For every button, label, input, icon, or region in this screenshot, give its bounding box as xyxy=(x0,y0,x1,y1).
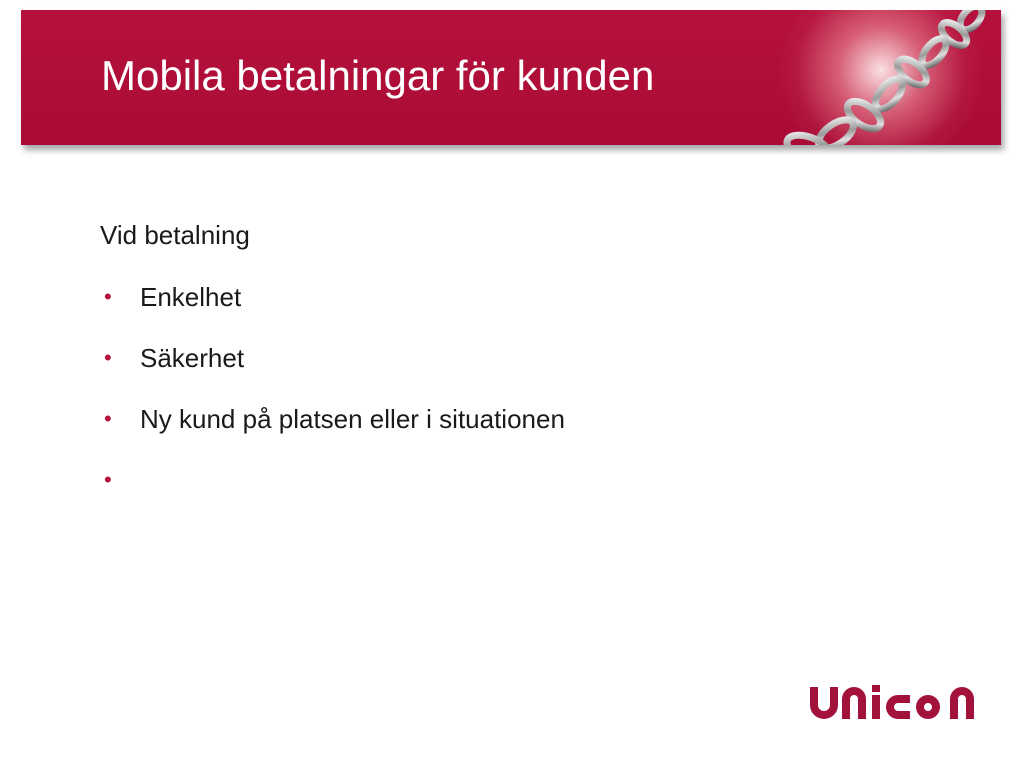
bullet-list xyxy=(100,277,900,500)
list-item xyxy=(100,277,900,317)
title-banner xyxy=(21,10,1001,145)
unicon-logo xyxy=(808,683,986,723)
bullet-dot: • xyxy=(104,284,112,309)
slide-content xyxy=(100,215,900,521)
bullet-text: Säkerhet xyxy=(140,343,245,373)
bullet-dot: • xyxy=(104,467,112,492)
list-item xyxy=(100,460,900,500)
list-item xyxy=(100,399,900,439)
bullet-dot: • xyxy=(104,345,112,370)
bullet-dot: • xyxy=(104,406,112,431)
intro-text: Vid betalning xyxy=(100,220,250,250)
list-item xyxy=(100,338,900,378)
chain-icon xyxy=(756,10,1001,145)
bullet-text: Enkelhet xyxy=(140,282,242,312)
bullet-text: Ny kund på platsen eller i situationen xyxy=(140,404,565,434)
slide-title: Mobila betalningar för kunden xyxy=(101,52,655,99)
